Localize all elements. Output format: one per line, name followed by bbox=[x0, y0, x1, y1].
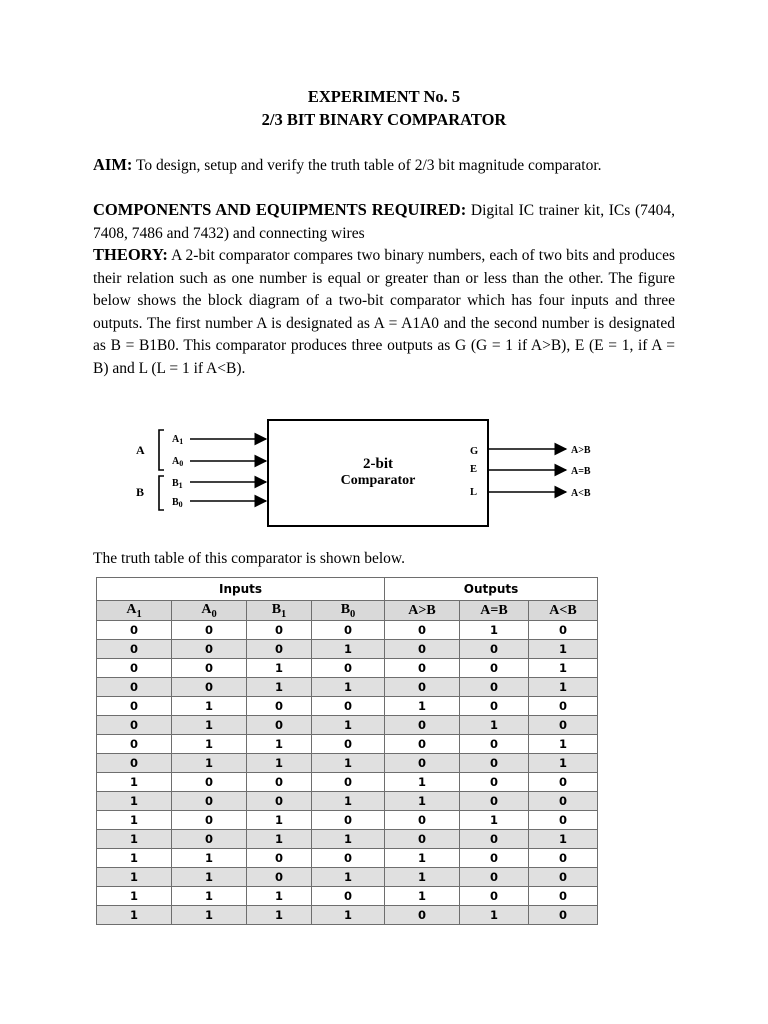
table-cell: 0 bbox=[97, 640, 172, 659]
output-pin-e: E bbox=[470, 464, 478, 475]
result-label-less: A<B bbox=[571, 488, 591, 499]
table-cell: 1 bbox=[247, 659, 312, 678]
components-label: COMPONENTS AND EQUIPMENTS REQUIRED: bbox=[93, 200, 467, 219]
experiment-title: EXPERIMENT No. 5 bbox=[307, 87, 461, 106]
table-cell: 0 bbox=[97, 621, 172, 640]
experiment-subtitle: 2/3 BIT BINARY COMPARATOR bbox=[261, 110, 507, 129]
inputs-group-header: Inputs bbox=[97, 578, 385, 601]
table-cell: 0 bbox=[529, 887, 598, 906]
table-caption: The truth table of this comparator is shown below. bbox=[93, 550, 405, 567]
column-header: A=B bbox=[460, 601, 529, 621]
result-label-equal: A=B bbox=[571, 466, 591, 477]
table-row bbox=[97, 811, 598, 830]
table-cell: 1 bbox=[247, 887, 312, 906]
table-cell: 0 bbox=[247, 640, 312, 659]
table-cell: 1 bbox=[172, 868, 247, 887]
table-cell: 0 bbox=[529, 849, 598, 868]
theory-text: A 2-bit comparator compares two binary numbers, each of two bits and produces their relation such as one number is equal or greater than or less than the other. The figure below shows the block diagram of a two-bit comparator which has four inputs and three outputs. The first number A is designated as A = A1A0 and the second number is designated as B = B1B0. This comparator produces three outputs as G (G = 1 if A>B), E (E = 1, if A = B) and L (L = 1 if A<B). bbox=[93, 247, 675, 377]
table-cell: 0 bbox=[97, 754, 172, 773]
column-header: A<B bbox=[529, 601, 598, 621]
table-cell: 1 bbox=[385, 697, 460, 716]
table-row bbox=[97, 735, 598, 754]
table-cell: 0 bbox=[247, 849, 312, 868]
table-cell: 0 bbox=[312, 811, 385, 830]
table-cell: 1 bbox=[97, 868, 172, 887]
table-cell: 0 bbox=[460, 868, 529, 887]
table-cell: 0 bbox=[172, 773, 247, 792]
table-cell: 0 bbox=[97, 735, 172, 754]
table-cell: 1 bbox=[312, 792, 385, 811]
column-header: $B_0$ bbox=[312, 601, 385, 621]
table-cell: 1 bbox=[172, 697, 247, 716]
table-cell: 0 bbox=[172, 621, 247, 640]
table-cell: 1 bbox=[460, 906, 529, 925]
input-label-b0: $B_0$ bbox=[172, 497, 183, 509]
table-row bbox=[97, 621, 598, 640]
table-row bbox=[97, 678, 598, 697]
table-cell: 0 bbox=[529, 906, 598, 925]
table-row bbox=[97, 773, 598, 792]
table-cell: 0 bbox=[312, 621, 385, 640]
table-cell: 0 bbox=[247, 716, 312, 735]
table-cell: 0 bbox=[460, 887, 529, 906]
column-header: $A_1$ bbox=[97, 601, 172, 621]
table-row bbox=[97, 906, 598, 925]
table-cell: 1 bbox=[172, 716, 247, 735]
column-header-row bbox=[97, 601, 598, 621]
table-cell: 0 bbox=[385, 716, 460, 735]
table-cell: 1 bbox=[97, 887, 172, 906]
aim-text: To design, setup and verify the truth table of 2/3 bit magnitude comparator. bbox=[136, 157, 602, 174]
table-cell: 1 bbox=[529, 830, 598, 849]
table-cell: 1 bbox=[97, 849, 172, 868]
table-cell: 1 bbox=[385, 773, 460, 792]
table-cell: 1 bbox=[385, 849, 460, 868]
table-row bbox=[97, 849, 598, 868]
table-cell: 1 bbox=[529, 678, 598, 697]
table-cell: 0 bbox=[385, 621, 460, 640]
table-cell: 0 bbox=[385, 811, 460, 830]
table-cell: 0 bbox=[460, 792, 529, 811]
output-pin-l: L bbox=[470, 487, 478, 498]
table-cell: 1 bbox=[529, 640, 598, 659]
table-cell: 0 bbox=[247, 773, 312, 792]
table-cell: 0 bbox=[172, 640, 247, 659]
table-cell: 1 bbox=[97, 811, 172, 830]
table-cell: 0 bbox=[460, 830, 529, 849]
table-cell: 0 bbox=[172, 678, 247, 697]
components-paragraph bbox=[93, 199, 675, 245]
table-cell: 0 bbox=[460, 697, 529, 716]
block-label-line2: Comparator bbox=[340, 473, 416, 488]
table-cell: 1 bbox=[172, 906, 247, 925]
outputs-group-header: Outputs bbox=[385, 578, 598, 601]
table-cell: 0 bbox=[312, 735, 385, 754]
table-row bbox=[97, 887, 598, 906]
input-label-a1: $A_1$ bbox=[172, 434, 184, 446]
table-cell: 1 bbox=[312, 640, 385, 659]
table-cell: 0 bbox=[460, 659, 529, 678]
table-cell: 1 bbox=[529, 754, 598, 773]
table-cell: 1 bbox=[247, 830, 312, 849]
theory-label: THEORY: bbox=[93, 245, 168, 264]
bracket-b bbox=[159, 476, 164, 510]
table-cell: 1 bbox=[97, 830, 172, 849]
group-label-a: A bbox=[136, 443, 145, 457]
table-cell: 1 bbox=[247, 735, 312, 754]
table-cell: 1 bbox=[97, 906, 172, 925]
table-cell: 0 bbox=[460, 849, 529, 868]
result-label-greater: A>B bbox=[571, 445, 591, 456]
table-cell: 0 bbox=[385, 830, 460, 849]
table-cell: 1 bbox=[172, 754, 247, 773]
column-header: A>B bbox=[385, 601, 460, 621]
table-cell: 0 bbox=[97, 697, 172, 716]
table-cell: 0 bbox=[312, 887, 385, 906]
table-cell: 0 bbox=[172, 659, 247, 678]
table-cell: 0 bbox=[385, 735, 460, 754]
table-cell: 1 bbox=[172, 887, 247, 906]
table-cell: 1 bbox=[385, 887, 460, 906]
table-cell: 1 bbox=[312, 868, 385, 887]
table-cell: 0 bbox=[385, 754, 460, 773]
table-cell: 0 bbox=[529, 621, 598, 640]
table-cell: 1 bbox=[460, 811, 529, 830]
table-cell: 0 bbox=[529, 792, 598, 811]
table-cell: 0 bbox=[529, 811, 598, 830]
table-cell: 0 bbox=[529, 868, 598, 887]
input-label-a0: $A_0$ bbox=[172, 456, 184, 468]
bracket-a bbox=[159, 430, 164, 470]
table-cell: 1 bbox=[385, 792, 460, 811]
table-cell: 1 bbox=[312, 830, 385, 849]
table-cell: 0 bbox=[385, 640, 460, 659]
comparator-block-diagram bbox=[128, 416, 628, 532]
table-cell: 0 bbox=[460, 678, 529, 697]
table-row bbox=[97, 697, 598, 716]
aim-paragraph bbox=[93, 154, 675, 178]
table-cell: 1 bbox=[460, 716, 529, 735]
output-pin-g: G bbox=[470, 446, 479, 457]
table-cell: 1 bbox=[529, 735, 598, 754]
table-cell: 1 bbox=[312, 906, 385, 925]
table-cell: 0 bbox=[312, 659, 385, 678]
table-cell: 1 bbox=[529, 659, 598, 678]
table-cell: 0 bbox=[529, 773, 598, 792]
aim-label: AIM: bbox=[93, 155, 133, 174]
table-cell: 0 bbox=[247, 792, 312, 811]
table-cell: 0 bbox=[97, 678, 172, 697]
truth-table-body bbox=[97, 621, 598, 925]
components-text: Digital IC trainer kit, ICs (7404, 7408, 7486 and 7432) and connecting wires bbox=[93, 202, 676, 242]
theory-paragraph bbox=[93, 244, 675, 381]
group-label-b: B bbox=[136, 485, 145, 499]
table-cell: 0 bbox=[247, 868, 312, 887]
table-cell: 0 bbox=[172, 792, 247, 811]
block-label-line1: 2-bit bbox=[363, 456, 393, 472]
table-cell: 0 bbox=[460, 735, 529, 754]
table-row bbox=[97, 792, 598, 811]
table-cell: 0 bbox=[460, 640, 529, 659]
table-cell: 1 bbox=[247, 811, 312, 830]
table-cell: 0 bbox=[385, 678, 460, 697]
table-row bbox=[97, 659, 598, 678]
table-cell: 0 bbox=[172, 811, 247, 830]
column-header: $A_0$ bbox=[172, 601, 247, 621]
table-cell: 0 bbox=[385, 659, 460, 678]
table-cell: 0 bbox=[312, 849, 385, 868]
table-cell: 1 bbox=[460, 621, 529, 640]
table-row bbox=[97, 640, 598, 659]
table-cell: 0 bbox=[529, 716, 598, 735]
table-cell: 0 bbox=[172, 830, 247, 849]
table-cell: 1 bbox=[247, 906, 312, 925]
table-cell: 0 bbox=[312, 697, 385, 716]
table-cell: 0 bbox=[247, 621, 312, 640]
table-cell: 1 bbox=[312, 754, 385, 773]
table-cell: 1 bbox=[312, 716, 385, 735]
table-row bbox=[97, 754, 598, 773]
table-cell: 1 bbox=[312, 678, 385, 697]
table-cell: 1 bbox=[97, 792, 172, 811]
table-cell: 0 bbox=[385, 906, 460, 925]
table-cell: 1 bbox=[97, 773, 172, 792]
table-cell: 1 bbox=[172, 735, 247, 754]
table-cell: 0 bbox=[460, 754, 529, 773]
table-row bbox=[97, 868, 598, 887]
table-cell: 1 bbox=[247, 678, 312, 697]
table-cell: 0 bbox=[460, 773, 529, 792]
table-cell: 0 bbox=[97, 716, 172, 735]
table-cell: 0 bbox=[529, 697, 598, 716]
table-cell: 1 bbox=[385, 868, 460, 887]
table-cell: 0 bbox=[312, 773, 385, 792]
truth-table bbox=[96, 577, 598, 925]
table-cell: 1 bbox=[172, 849, 247, 868]
input-label-b1: $B_1$ bbox=[172, 478, 183, 490]
table-row bbox=[97, 716, 598, 735]
table-row bbox=[97, 830, 598, 849]
table-cell: 0 bbox=[97, 659, 172, 678]
column-header: $B_1$ bbox=[247, 601, 312, 621]
table-cell: 1 bbox=[247, 754, 312, 773]
table-cell: 0 bbox=[247, 697, 312, 716]
